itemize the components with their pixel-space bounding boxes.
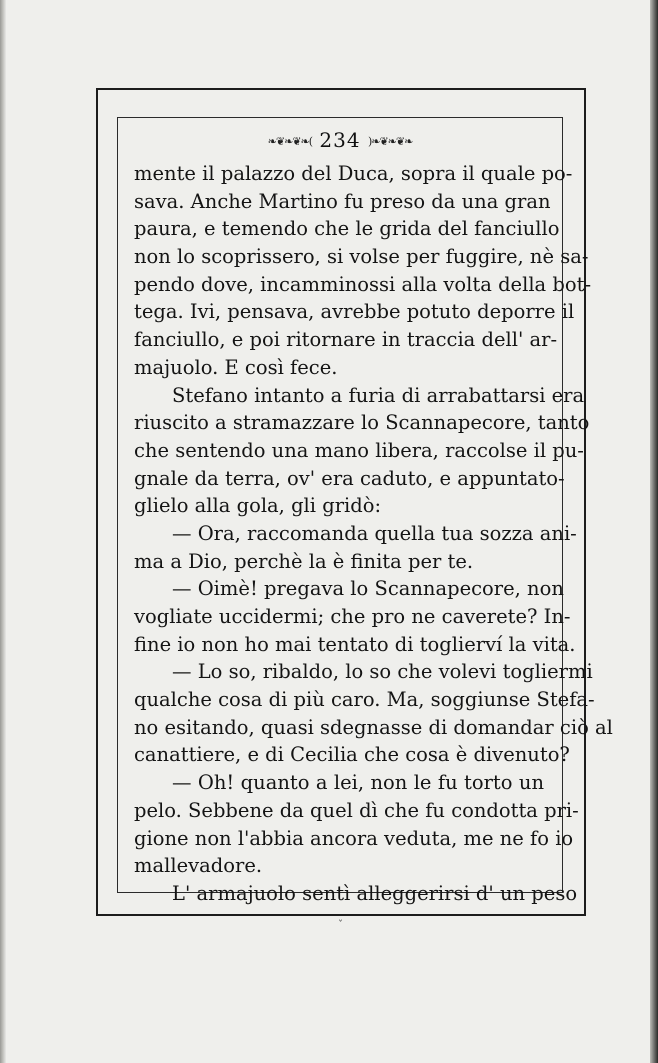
text-line: vogliate uccidermi; che pro ne caverete? In- [134, 605, 571, 628]
text-line: — Oimè! pregava lo Scannapecore, non [172, 577, 564, 601]
text-line: glielo alla gola, gli gridò: [134, 494, 382, 518]
text-line: L' armajuolo sentì alleggerirsi d' un peso [172, 881, 578, 905]
page-number: 234 [319, 128, 361, 152]
text-line: che sentendo una mano libera, raccolse il pu- [134, 438, 584, 462]
page-binding-edge [650, 0, 658, 1063]
text-line: — Lo so, ribaldo, lo so che volevi togliermi [172, 660, 593, 684]
text-line: fanciullo, e poi ritornare in traccia dell' ar- [134, 328, 558, 352]
text-line: pendo dove, incamminossi alla volta della bot- [134, 272, 592, 296]
text-line: ma a Dio, perchè la è finita per te. [134, 549, 474, 573]
text-line: gnale da terra, ov' era caduto, e appuntato- [134, 466, 565, 490]
header-left-ornament: ❧❦❧❦❧( [267, 135, 313, 148]
text-line: non lo scoprissero, si volse per fuggire, nè sa- [134, 245, 589, 269]
text-line: tega. Ivi, pensava, avrebbe potuto deporre il [134, 300, 575, 324]
header-right-ornament: )❧❦❧❦❧ [367, 135, 413, 148]
text-line: — Oh! quanto a lei, non le fu torto un [172, 771, 544, 795]
page-header [117, 128, 563, 152]
text-line: sava. Anche Martino fu preso da una gran [134, 189, 551, 213]
text-line: riuscito a stramazzare lo Scannapecore, tanto [134, 411, 590, 435]
body-text [134, 160, 613, 908]
text-line: paura, e temendo che le grida del fanciullo [134, 217, 560, 241]
text-line: gione non l'abbia ancora veduta, me ne fo io [134, 826, 574, 850]
text-line: qualche cosa di più caro. Ma, soggiunse Stefa- [134, 688, 595, 712]
text-line: pelo. Sebbene da quel dì che fu condotta pri- [134, 798, 579, 822]
text-line: majuolo. E così fece. [134, 355, 338, 379]
text-line: fine io non ho mai tentato di toglierví la vita. [134, 632, 576, 656]
page-left-edge [0, 0, 6, 1063]
text-line: — Ora, raccomanda quella tua sozza ani- [172, 521, 577, 545]
text-line: Stefano intanto a furia di arrabattarsi era [172, 383, 585, 407]
text-line: mallevadore. [134, 854, 263, 878]
text-line: no esitando, quasi sdegnasse di domandar ciò al [134, 715, 613, 739]
stray-mark: ˇ [338, 920, 343, 931]
text-line: mente il palazzo del Duca, sopra il quale po- [134, 162, 573, 185]
text-line: canattiere, e di Cecilia che cosa è divenuto? [134, 743, 570, 767]
